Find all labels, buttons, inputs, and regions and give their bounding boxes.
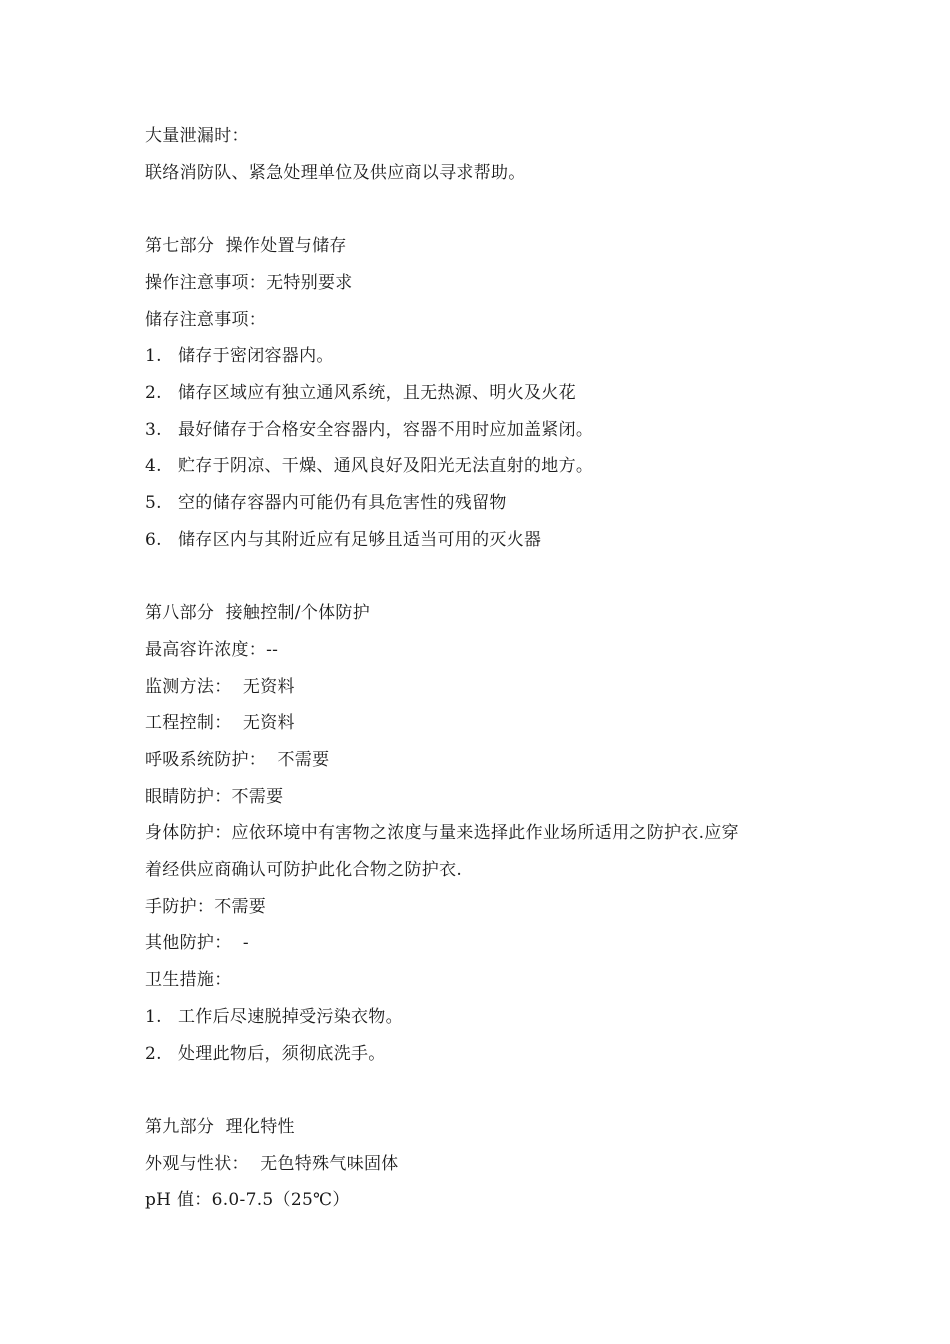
body-protection-line1: 身体防护：应依环境中有害物之浓度与量来选择此作业场所适用之防护衣.应穿 — [145, 823, 739, 843]
list-item-text: 工作后尽速脱掉受污染衣物。 — [178, 1007, 403, 1027]
hand-protection: 手防护：不需要 — [145, 897, 267, 917]
list-item-number: 4. — [145, 456, 162, 476]
list-item-text: 储存于密闭容器内。 — [178, 346, 334, 366]
other-protection: 其他防护： - — [145, 933, 249, 953]
ph-value: pH 值：6.0-7.5（25℃） — [145, 1190, 350, 1210]
appearance: 外观与性状： 无色特殊气味固体 — [145, 1154, 399, 1174]
list-item-text: 处理此物后，须彻底洗手。 — [178, 1044, 386, 1064]
list-item-number: 2. — [145, 383, 162, 403]
list-item-text: 贮存于阴凉、干燥、通风良好及阳光无法直射的地方。 — [178, 456, 594, 476]
handling-precautions: 操作注意事项：无特别要求 — [145, 273, 353, 293]
list-item-number: 2. — [145, 1044, 162, 1064]
eye-protection: 眼睛防护：不需要 — [145, 787, 284, 807]
list-item — [145, 491, 507, 515]
large-spill-text: 联络消防队、紧急处理单位及供应商以寻求帮助。 — [145, 163, 526, 183]
engineering-control: 工程控制： 无资料 — [145, 713, 295, 733]
respiratory-protection: 呼吸系统防护： 不需要 — [145, 750, 330, 770]
list-item — [145, 1005, 403, 1029]
body-protection-line2: 着经供应商确认可防护此化合物之防护衣. — [145, 860, 463, 880]
list-item-number: 6. — [145, 530, 162, 550]
list-item — [145, 528, 541, 552]
list-item — [145, 1042, 386, 1066]
large-spill-heading: 大量泄漏时： — [145, 126, 249, 146]
list-item — [145, 454, 593, 478]
list-item-number: 1. — [145, 1007, 162, 1027]
section9-title: 第九部分 理化特性 — [145, 1117, 295, 1137]
list-item-number: 5. — [145, 493, 162, 513]
list-item-text: 最好储存于合格安全容器内，容器不用时应加盖紧闭。 — [178, 420, 594, 440]
list-item-text: 储存区域应有独立通风系统，且无热源、明火及火花 — [178, 383, 576, 403]
list-item-number: 3. — [145, 420, 162, 440]
list-item — [145, 381, 576, 405]
section8-title: 第八部分 接触控制/个体防护 — [145, 603, 371, 623]
list-item-text: 储存区内与其附近应有足够且适当可用的灭火器 — [178, 530, 542, 550]
section7-title: 第七部分 操作处置与储存 — [145, 236, 347, 256]
list-item-text: 空的储存容器内可能仍有具危害性的残留物 — [178, 493, 507, 513]
storage-heading: 储存注意事项： — [145, 310, 267, 330]
monitoring-method: 监测方法： 无资料 — [145, 677, 295, 697]
hygiene-heading: 卫生措施： — [145, 970, 232, 990]
max-concentration: 最高容许浓度：-- — [145, 640, 279, 660]
list-item — [145, 418, 593, 442]
list-item — [145, 344, 334, 368]
list-item-number: 1. — [145, 346, 162, 366]
